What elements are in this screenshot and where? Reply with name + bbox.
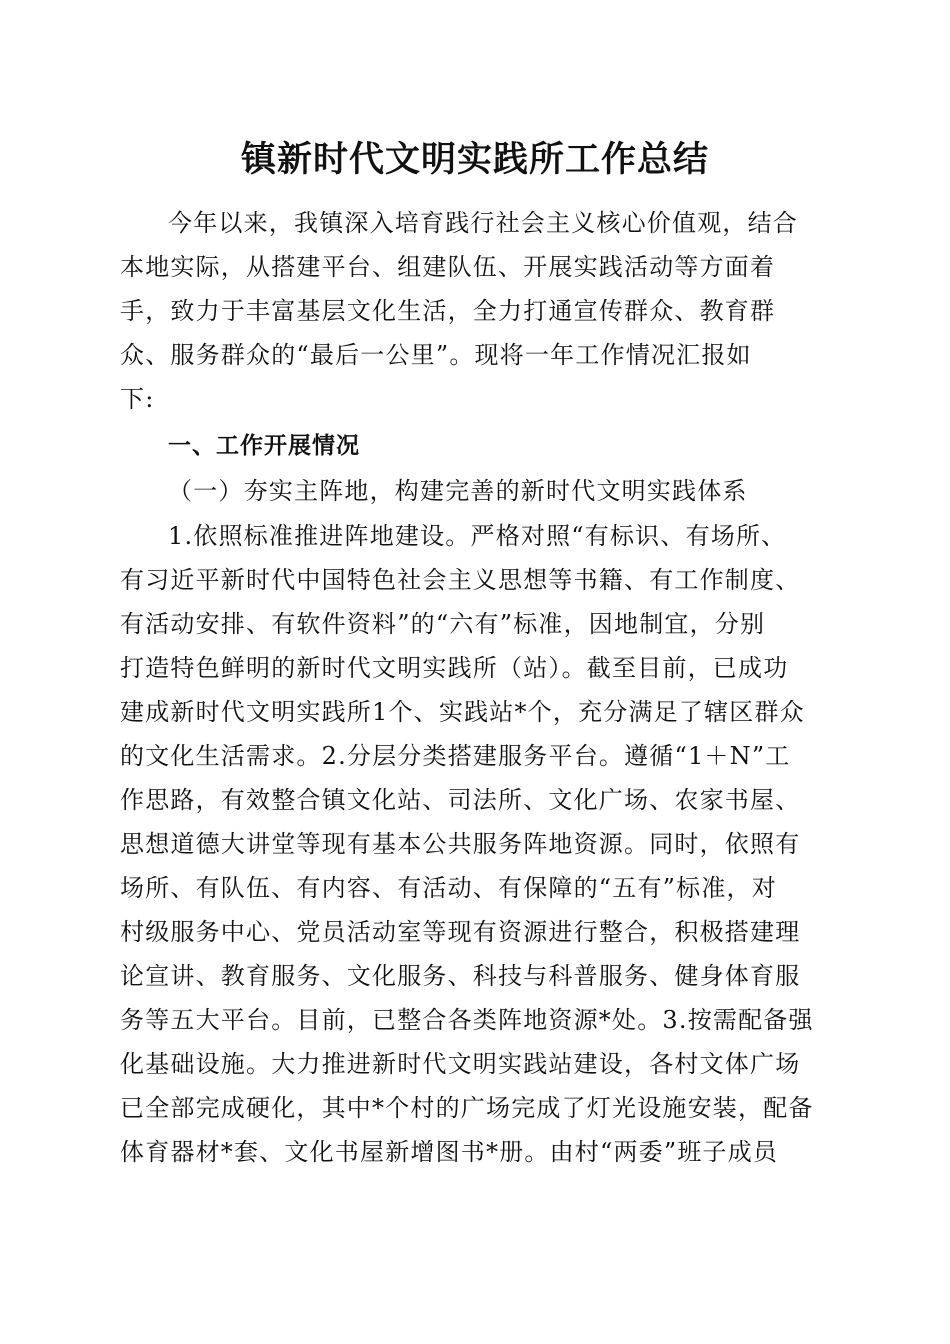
paragraph-line: 建成新时代文明实践所1个、实践站*个，充分满足了辖区群众 bbox=[120, 698, 805, 726]
paragraph-line: 的文化生活需求。2.分层分类搭建服务平台。遵循“1＋N”工 bbox=[120, 742, 791, 770]
paragraph-line: 场所、有队伍、有内容、有活动、有保障的“五有”标准，对 bbox=[120, 874, 777, 902]
paragraph-line: 本地实际，从搭建平台、组建队伍、开展实践活动等方面着 bbox=[120, 253, 776, 281]
section-heading: 一、工作开展情况 bbox=[168, 433, 360, 459]
paragraph-line: 1.依照标准推进阵地建设。严格对照“有标识、有场所、 bbox=[168, 522, 787, 550]
paragraph-line: 体育器材*套、文化书屋新增图书*册。由村“两委”班子成员 bbox=[120, 1138, 779, 1166]
paragraph-line: 有活动安排、有软件资料”的“六有”标准，因地制宜，分别 bbox=[120, 610, 766, 638]
paragraph-line: 有习近平新时代中国特色社会主义思想等书籍、有工作制度、 bbox=[120, 566, 801, 594]
paragraph-line: 务等五大平台。目前，已整合各类阵地资源*处。3.按需配备强 bbox=[120, 1006, 814, 1034]
paragraph-line: 思想道德大讲堂等现有基本公共服务阵地资源。同时，依照有 bbox=[120, 830, 801, 858]
paragraph-line: 众、服务群众的“最后一公里”。现将一年工作情况汇报如 bbox=[120, 341, 752, 369]
paragraph-line: 村级服务中心、党员活动室等现有资源进行整合，积极搭建理 bbox=[120, 918, 801, 946]
paragraph-line: 下: bbox=[120, 385, 155, 413]
paragraph-line: 作思路，有效整合镇文化站、司法所、文化广场、农家书屋、 bbox=[120, 786, 801, 814]
paragraph-line: 已全部完成硬化，其中*个村的广场完成了灯光设施安装，配备 bbox=[120, 1094, 814, 1122]
paragraph-line: 论宣讲、教育服务、文化服务、科技与科普服务、健身体育服 bbox=[120, 962, 801, 990]
paragraph-line: 打造特色鲜明的新时代文明实践所（站）。截至目前，已成功 bbox=[120, 654, 789, 682]
subsection-heading: （一）夯实主阵地，构建完善的新时代文明实践体系 bbox=[168, 477, 748, 505]
paragraph-line: 化基础设施。大力推进新时代文明实践站建设，各村文体广场 bbox=[120, 1050, 801, 1078]
paragraph-line: 手，致力于丰富基层文化生活，全力打通宣传群众、教育群 bbox=[120, 297, 776, 325]
paragraph-line: 今年以来，我镇深入培育践行社会主义核心价值观，结合 bbox=[168, 209, 798, 237]
document-title: 镇新时代文明实践所工作总结 bbox=[240, 139, 709, 180]
